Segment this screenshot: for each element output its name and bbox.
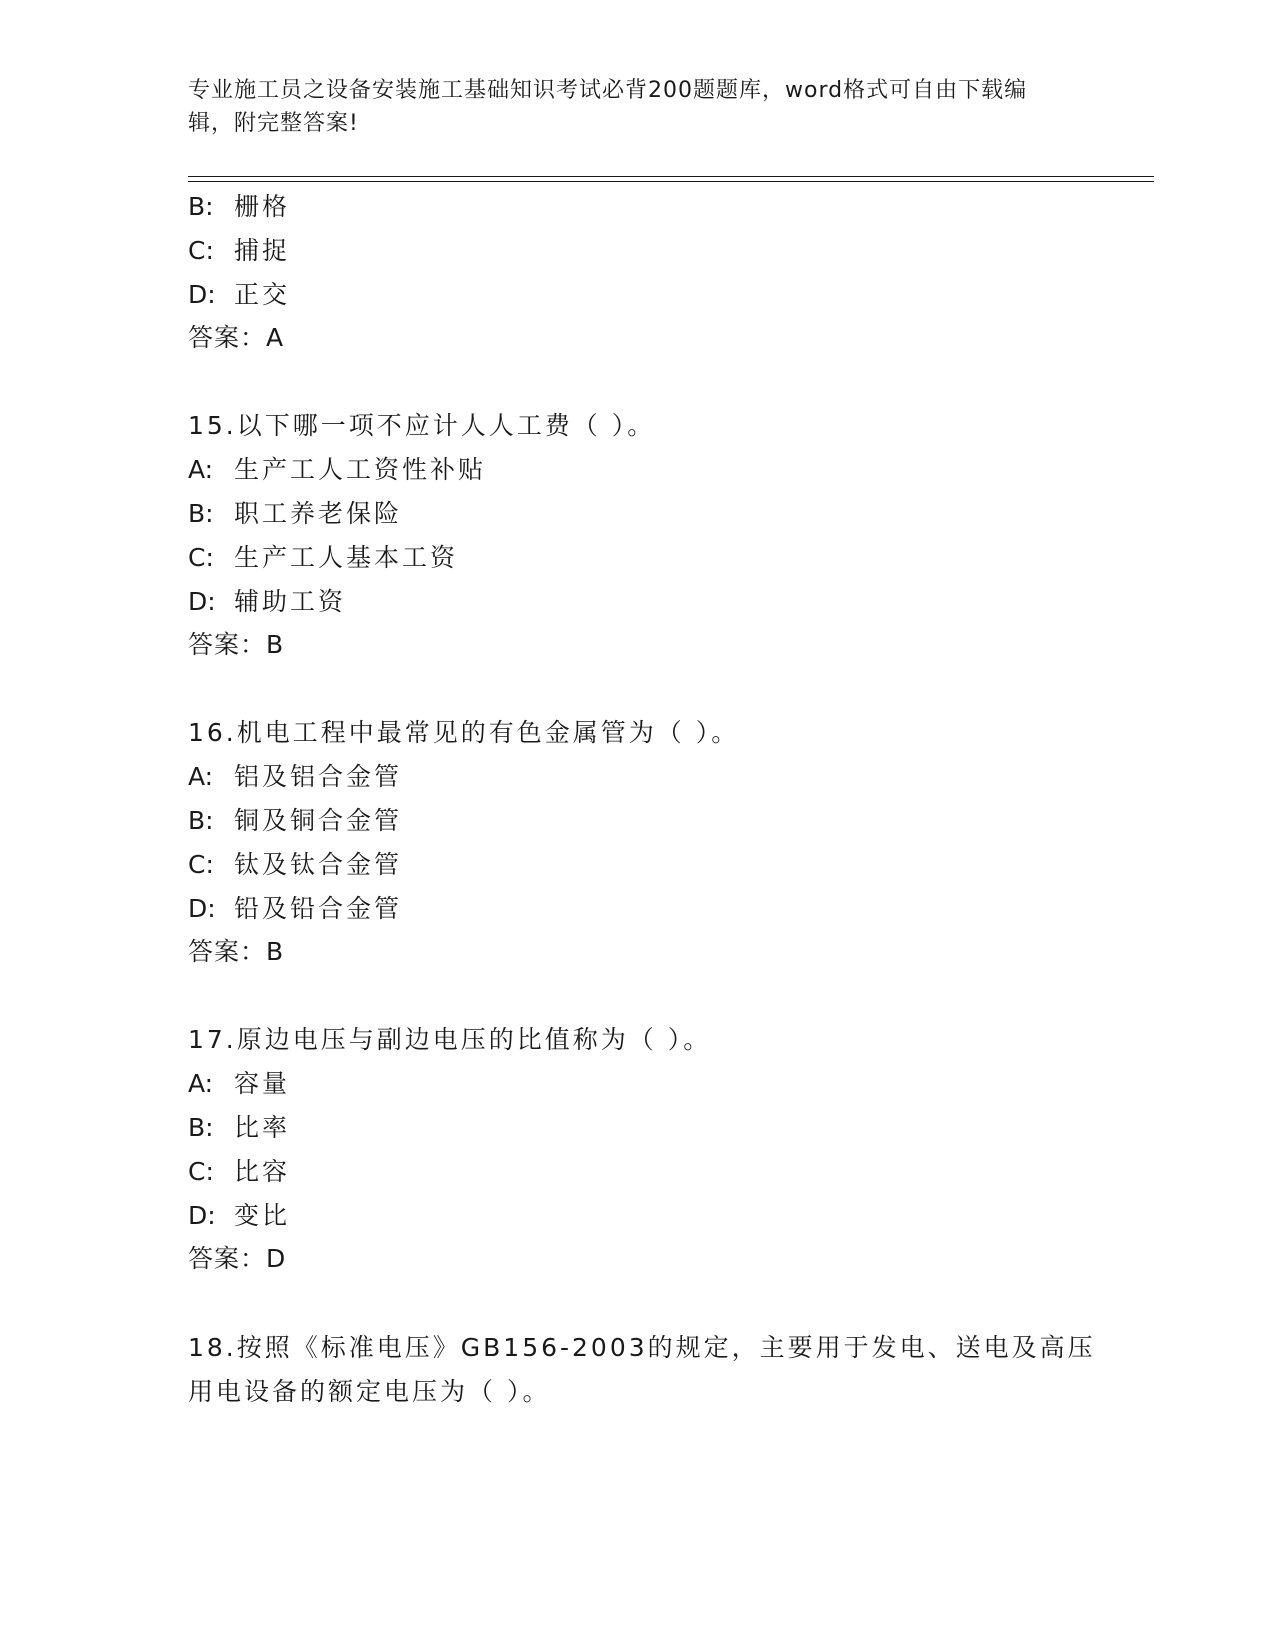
q15-answer: 答案：B bbox=[188, 630, 285, 659]
header-rule-top bbox=[188, 176, 1154, 177]
q16-option-c: C: 钛及钛合金管 bbox=[188, 850, 403, 879]
q17-option-d: D: 变比 bbox=[188, 1201, 291, 1230]
q17-stem: 17.原边电压与副边电压的比值称为（ ）。 bbox=[188, 1025, 712, 1054]
q18-stem-line2: 用电设备的额定电压为（ ）。 bbox=[188, 1377, 551, 1406]
document-header bbox=[188, 74, 1068, 140]
q16-option-b: B: 铜及铜合金管 bbox=[188, 806, 403, 835]
q15-option-a: A: 生产工人工资性补贴 bbox=[188, 455, 487, 484]
q17-option-b: B: 比率 bbox=[188, 1113, 291, 1142]
q14-answer: 答案：A bbox=[188, 323, 285, 352]
q15-stem: 15.以下哪一项不应计人人工费（ ）。 bbox=[188, 411, 656, 440]
q15-option-b: B: 职工养老保险 bbox=[188, 499, 403, 528]
q16-stem: 16.机电工程中最常见的有色金属管为（ ）。 bbox=[188, 718, 740, 747]
q14-option-c: C: 捕捉 bbox=[188, 236, 291, 265]
q17-option-c: C: 比容 bbox=[188, 1157, 291, 1186]
q16-option-d: D: 铅及铅合金管 bbox=[188, 894, 403, 923]
q16-option-a: A: 铝及铝合金管 bbox=[188, 762, 403, 791]
q15-option-c: C: 生产工人基本工资 bbox=[188, 543, 459, 572]
header-text: 专业施工员之设备安装施工基础知识考试必背200题题库，word格式可自由下载编辑，附完整答案! bbox=[188, 78, 1028, 136]
q15-option-d: D: 辅助工资 bbox=[188, 587, 347, 616]
q18-stem-line1: 18.按照《标准电压》GB156-2003的规定，主要用于发电、送电及高压 bbox=[188, 1333, 1096, 1362]
q17-option-a: A: 容量 bbox=[188, 1069, 291, 1098]
q14-option-b: B: 栅格 bbox=[188, 192, 291, 221]
q14-option-d: D: 正交 bbox=[188, 280, 291, 309]
header-rule-bottom bbox=[188, 181, 1154, 182]
q17-answer: 答案：D bbox=[188, 1244, 287, 1273]
q16-answer: 答案：B bbox=[188, 937, 285, 966]
